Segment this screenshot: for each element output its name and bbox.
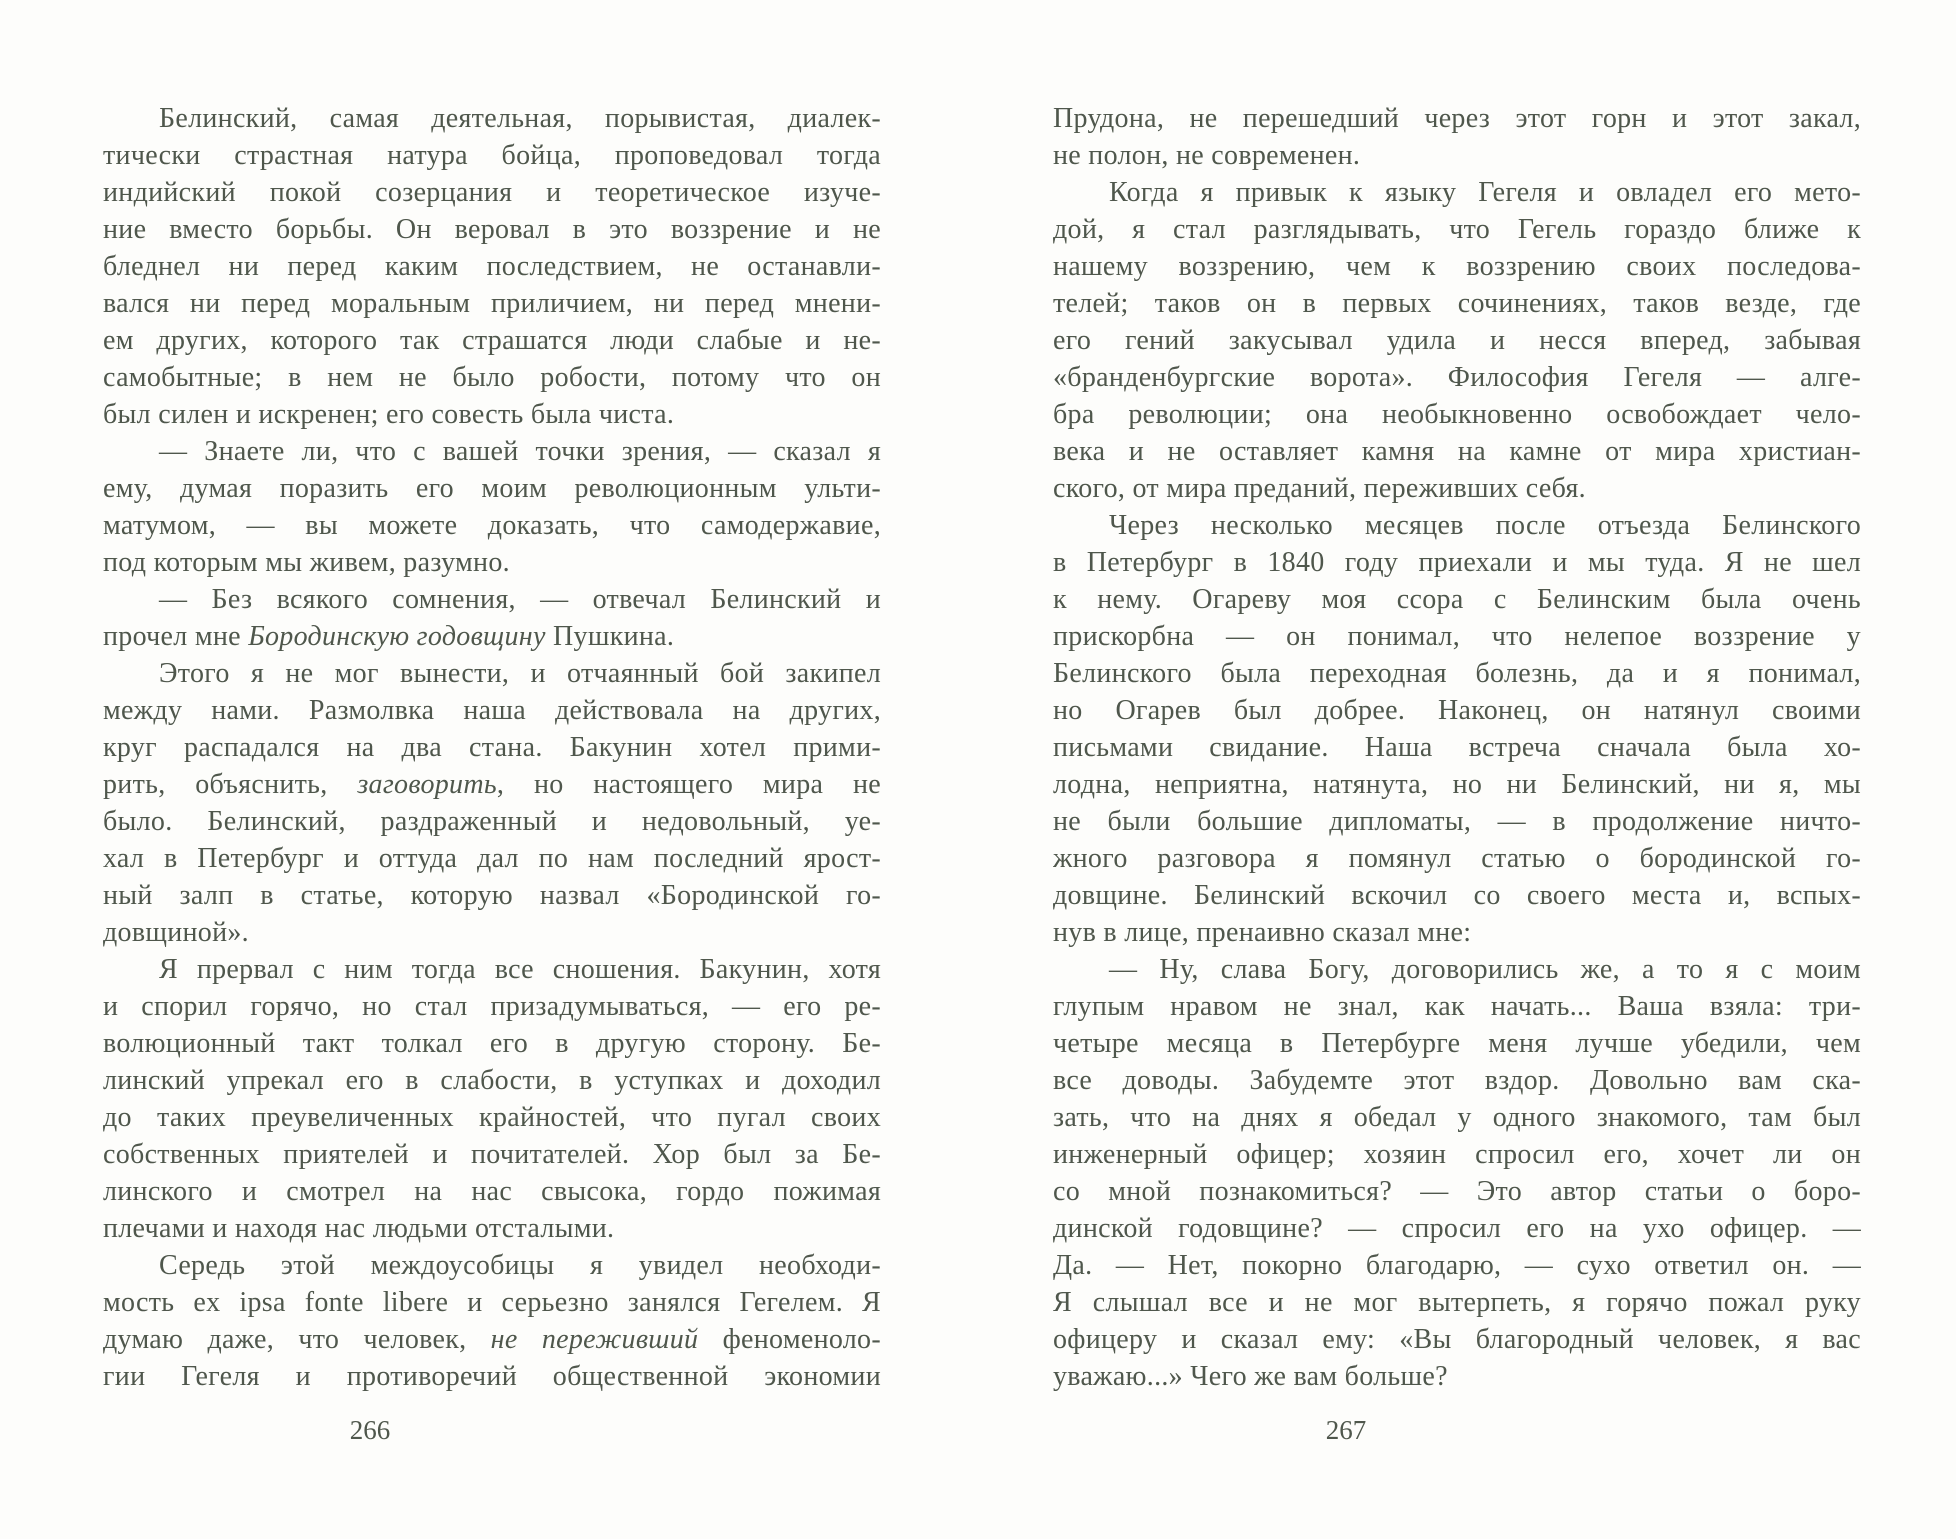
- text-segment: Этого я не мог вынести, и отчаянный бой закипел: [159, 658, 881, 689]
- text-line: [1053, 914, 1861, 951]
- text-line: [1053, 137, 1861, 174]
- text-line: [1053, 396, 1861, 433]
- text-segment: Когда я привык к языку Гегеля и овладел его мето-: [1109, 177, 1861, 208]
- text-line: [103, 137, 881, 174]
- italic-phrase: заговорить: [357, 769, 497, 800]
- page-number-left: 266: [349, 1415, 391, 1445]
- text-line: [103, 988, 881, 1025]
- text-segment: прискорбна — он понимал, что нелепое воззрение у: [1053, 621, 1861, 652]
- text-line: [1053, 1210, 1861, 1247]
- text-segment: довщине. Белинский вскочил со своего места и, вспых-: [1053, 880, 1861, 911]
- text-segment: Белинского была переходная болезнь, да и я понимал,: [1053, 658, 1861, 689]
- text-segment: индийский покой созерцания и теоретическое изуче-: [103, 177, 881, 208]
- text-line: [1053, 729, 1861, 766]
- text-line: [1053, 470, 1861, 507]
- text-line: [103, 840, 881, 877]
- text-segment: между нами. Размолвка наша действовала на других,: [103, 695, 881, 726]
- text-line: [103, 581, 881, 618]
- text-segment: лодна, неприятна, натянута, но ни Белинский, ни я, мы: [1053, 769, 1861, 800]
- italic-phrase: не переживший: [490, 1324, 699, 1355]
- text-segment: Я прервал с ним тогда все сношения. Бакунин, хотя: [159, 954, 881, 985]
- text-segment: уважаю...» Чего же вам больше?: [1053, 1361, 1448, 1392]
- text-segment: динской годовщине? — спросил его на ухо офицер. —: [1053, 1213, 1861, 1244]
- text-segment: феноменоло-: [698, 1324, 881, 1355]
- text-line: [1053, 1321, 1861, 1358]
- text-line: [103, 359, 881, 396]
- text-line: [103, 1210, 881, 1247]
- text-line: [103, 1321, 881, 1358]
- text-line: [1053, 803, 1861, 840]
- text-segment: матумом, — вы можете доказать, что самодержавие,: [103, 510, 881, 541]
- text-line: [103, 618, 881, 655]
- text-segment: бра революции; она необыкновенно освобождает чело-: [1053, 399, 1861, 430]
- text-segment: не были большие дипломаты, — в продолжение ничто-: [1053, 806, 1861, 837]
- text-segment: линского и смотрел на нас свысока, гордо пожимая: [103, 1176, 881, 1207]
- text-line: [1053, 1099, 1861, 1136]
- text-line: [1053, 1136, 1861, 1173]
- text-segment: в Петербург в 1840 году приехали и мы туда. Я не шел: [1053, 547, 1861, 578]
- text-segment: нув в лице, пренаивно сказал мне:: [1053, 917, 1472, 948]
- text-segment: письмами свидание. Наша встреча сначала была хо-: [1053, 732, 1861, 763]
- text-line: [1053, 618, 1861, 655]
- text-line: [1053, 1025, 1861, 1062]
- text-segment: — Знаете ли, что с вашей точки зрения, — сказал я: [159, 436, 881, 467]
- text-segment: все доводы. Забудемте этот вздор. Довольно вам ска-: [1053, 1065, 1861, 1096]
- text-line: [1053, 322, 1861, 359]
- text-line: [1053, 877, 1861, 914]
- text-line: [1053, 1358, 1861, 1395]
- page-right-text-block: [1053, 100, 1861, 1395]
- text-segment: Середь этой междоусобицы я увидел необходи-: [159, 1250, 881, 1281]
- text-line: [103, 396, 881, 433]
- text-line: [1053, 988, 1861, 1025]
- text-segment: вался ни перед моральным приличием, ни перед мнени-: [103, 288, 881, 319]
- text-segment: собственных приятелей и почитателей. Хор был за Бе-: [103, 1139, 881, 1170]
- text-segment: четыре месяца в Петербурге меня лучше убедили, чем: [1053, 1028, 1861, 1059]
- text-segment: , но настоящего мира не: [496, 769, 881, 800]
- text-line: [103, 877, 881, 914]
- text-segment: к нему. Огареву моя ссора с Белинским была очень: [1053, 584, 1861, 615]
- text-segment: прочел мне: [103, 621, 249, 652]
- text-segment: Я слышал все и не мог вытерпеть, я горячо пожал руку: [1053, 1287, 1861, 1318]
- text-line: [1053, 840, 1861, 877]
- text-segment: самобытные; в нем не было робости, потому что он: [103, 362, 881, 393]
- text-segment: века и не оставляет камня на камне от мира христиан-: [1053, 436, 1861, 467]
- text-segment: круг распадался на два стана. Бакунин хотел прими-: [103, 732, 881, 763]
- text-segment: но Огарев был добрее. Наконец, он натянул своими: [1053, 695, 1861, 726]
- text-segment: гии Гегеля и противоречий общественной экономии: [103, 1361, 881, 1392]
- text-segment: со мной познакомиться? — Это автор статьи о боро-: [1053, 1176, 1861, 1207]
- text-segment: офицеру и сказал ему: «Вы благородный человек, я вас: [1053, 1324, 1861, 1355]
- text-segment: — Без всякого сомнения, — отвечал Белинский и: [159, 584, 881, 615]
- text-segment: хал в Петербург и оттуда дал по нам последний ярост-: [103, 843, 881, 874]
- text-segment: Прудона, не перешедший через этот горн и этот закал,: [1053, 103, 1861, 134]
- text-segment: было. Белинский, раздраженный и недовольный, уе-: [103, 806, 881, 837]
- text-segment: плечами и находя нас людьми отсталыми.: [103, 1213, 615, 1244]
- text-line: [103, 211, 881, 248]
- text-line: [1053, 1173, 1861, 1210]
- text-line: [1053, 766, 1861, 803]
- text-line: [1053, 174, 1861, 211]
- text-segment: тически страстная натура бойца, проповедовал тогда: [103, 140, 881, 171]
- text-line: [1053, 359, 1861, 396]
- text-line: [1053, 285, 1861, 322]
- text-line: [1053, 211, 1861, 248]
- italic-phrase: Бородинскую годовщину: [248, 621, 546, 652]
- text-segment: ние вместо борьбы. Он веровал в это воззрение и не: [103, 214, 881, 245]
- text-segment: довщиной».: [103, 917, 249, 948]
- text-line: [103, 285, 881, 322]
- text-segment: его гений закусывал удила и несся вперед, забывая: [1053, 325, 1861, 356]
- text-line: [103, 1173, 881, 1210]
- text-line: [1053, 1062, 1861, 1099]
- text-segment: был силен и искренен; его совесть была чиста.: [103, 399, 675, 430]
- text-segment: Пушкина.: [545, 621, 675, 652]
- text-line: [103, 1099, 881, 1136]
- text-line: [103, 729, 881, 766]
- text-segment: линский упрекал его в слабости, в уступках и доходил: [103, 1065, 881, 1096]
- text-segment: до таких преувеличенных крайностей, что пугал своих: [103, 1102, 881, 1133]
- text-segment: ему, думая поразить его моим революционным ульти-: [103, 473, 881, 504]
- text-segment: зать, что на днях я обедал у одного знакомого, там был: [1053, 1102, 1861, 1133]
- text-segment: думаю даже, что человек,: [103, 1324, 491, 1355]
- text-segment: Белинский, самая деятельная, порывистая, диалек-: [159, 103, 881, 134]
- text-line: [103, 951, 881, 988]
- text-line: [103, 914, 881, 951]
- text-line: [103, 248, 881, 285]
- text-line: [1053, 655, 1861, 692]
- text-line: [103, 1284, 881, 1321]
- text-segment: нашему воззрению, чем к воззрению своих последова-: [1053, 251, 1861, 282]
- text-line: [1053, 1247, 1861, 1284]
- text-segment: жного разговора я помянул статью о бородинской го-: [1053, 843, 1861, 874]
- text-line: [103, 470, 881, 507]
- text-line: [1053, 248, 1861, 285]
- text-segment: не полон, не современен.: [1053, 140, 1361, 171]
- text-line: [103, 1025, 881, 1062]
- text-line: [1053, 507, 1861, 544]
- text-line: [103, 766, 881, 803]
- text-line: [1053, 433, 1861, 470]
- text-segment: волюционный такт толкал его в другую сторону. Бе-: [103, 1028, 881, 1059]
- text-line: [103, 655, 881, 692]
- text-segment: ского, от мира преданий, переживших себя.: [1053, 473, 1586, 504]
- text-segment: «бранденбургские ворота». Философия Гегеля — алге-: [1053, 362, 1861, 393]
- text-line: [1053, 1284, 1861, 1321]
- text-segment: дой, я стал разглядывать, что Гегель гораздо ближе к: [1053, 214, 1861, 245]
- text-segment: мость ex ipsa fonte libere и серьезно занялся Гегелем. Я: [103, 1287, 881, 1318]
- text-segment: ем других, которого так страшатся люди слабые и не-: [103, 325, 881, 356]
- text-segment: под которым мы живем, разумно.: [103, 547, 510, 578]
- text-segment: и спорил горячо, но стал призадумываться, — его ре-: [103, 991, 881, 1022]
- text-segment: телей; таков он в первых сочинениях, таков везде, где: [1053, 288, 1861, 319]
- text-segment: Через несколько месяцев после отъезда Белинского: [1109, 510, 1861, 541]
- text-line: [103, 803, 881, 840]
- text-line: [1053, 692, 1861, 729]
- text-segment: ный залп в статье, которую назвал «Бородинской го-: [103, 880, 881, 911]
- text-line: [103, 507, 881, 544]
- text-line: [103, 1062, 881, 1099]
- text-line: [103, 692, 881, 729]
- text-line: [103, 544, 881, 581]
- text-segment: бледнел ни перед каким последствием, не останавли-: [103, 251, 881, 282]
- text-segment: инженерный офицер; хозяин спросил его, хочет ли он: [1053, 1139, 1861, 1170]
- text-segment: Да. — Нет, покорно благодарю, — сухо ответил он. —: [1053, 1250, 1861, 1281]
- text-line: [103, 174, 881, 211]
- text-line: [103, 322, 881, 359]
- text-line: [103, 1358, 881, 1395]
- text-line: [103, 1136, 881, 1173]
- text-segment: — Ну, слава Богу, договорились же, а то я с моим: [1109, 954, 1861, 985]
- text-line: [103, 433, 881, 470]
- text-line: [103, 1247, 881, 1284]
- text-segment: глупым нравом не знал, как начать... Ваша взяла: три-: [1053, 991, 1861, 1022]
- text-line: [1053, 100, 1861, 137]
- text-segment: рить, объяснить,: [103, 769, 358, 800]
- page-left-text-block: [103, 100, 881, 1395]
- text-line: [1053, 544, 1861, 581]
- text-line: [103, 100, 881, 137]
- text-line: [1053, 581, 1861, 618]
- page-number-right: 267: [1325, 1415, 1367, 1445]
- text-line: [1053, 951, 1861, 988]
